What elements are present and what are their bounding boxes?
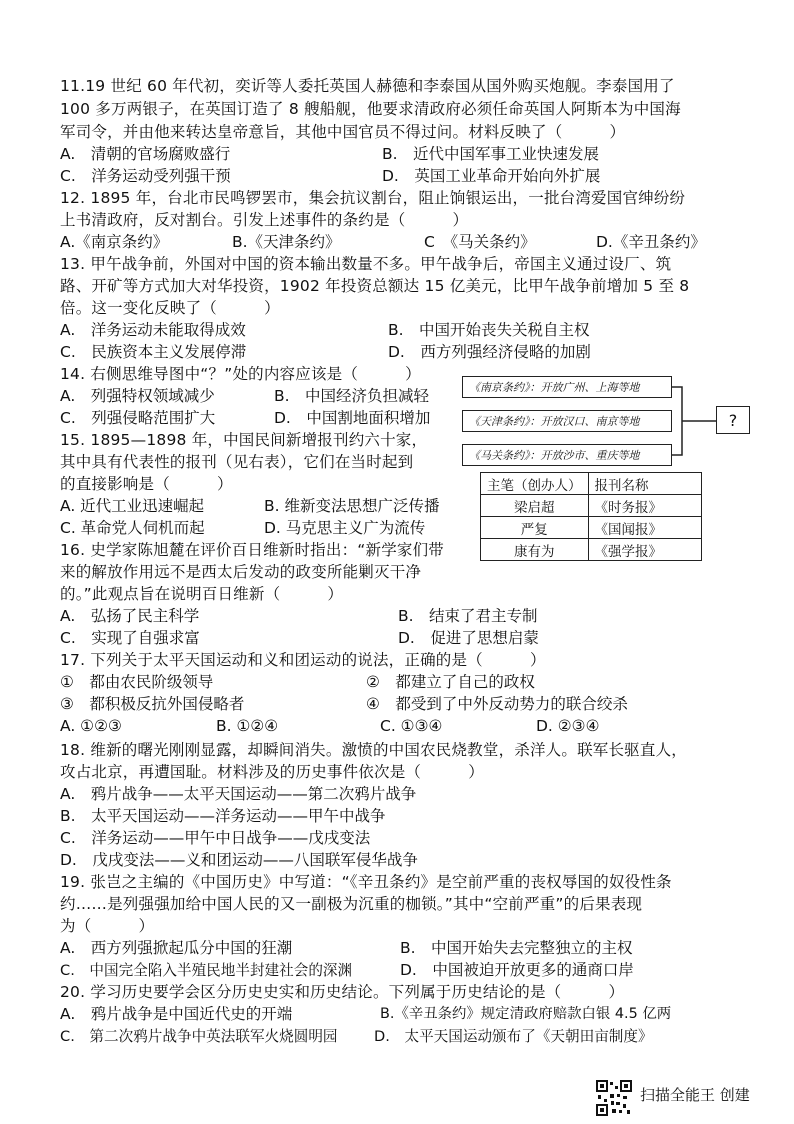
q11-option-a[interactable]: A. 清朝的官场腐败盛行 bbox=[60, 145, 231, 163]
q18-stem-line-1: 18. 维新的曙光刚刚显露，却瞬间消失。激愤的中国农民烧教堂，杀洋人。联军长驱直人， bbox=[60, 741, 687, 759]
mind-map-box-maguan: 《马关条约》：开放沙市、重庆等地 bbox=[462, 444, 672, 466]
press-table-founder: 梁启超 bbox=[481, 495, 589, 517]
q15-option-d[interactable]: D. 马克思主义广为流传 bbox=[264, 519, 426, 537]
q11-stem-line-1: 11.19 世纪 60 年代初，奕䜣等人委托英国人赫德和李泰国从国外购买炮舰。李泰国用了 bbox=[60, 77, 675, 95]
q13-option-b[interactable]: B. 中国开始丧失关税自主权 bbox=[388, 321, 590, 339]
q19-stem-line-1: 19. 张岂之主编的《中国历史》中写道：“《辛丑条约》是空前严重的丧权辱国的奴役性条 bbox=[60, 873, 672, 891]
mind-map-bracket bbox=[462, 372, 754, 470]
q16-option-d[interactable]: D. 促进了思想启蒙 bbox=[398, 629, 539, 647]
q12-option-a[interactable]: A.《南京条约》 bbox=[60, 233, 169, 251]
q12-option-b[interactable]: B.《天津条约》 bbox=[232, 233, 341, 251]
q15-stem-line-1: 15. 1895—1898 年，中国民间新增报刊约六十家， bbox=[60, 431, 428, 449]
q14-option-d[interactable]: D. 中国割地面积增加 bbox=[274, 409, 431, 427]
q17-option-b[interactable]: B. ①②④ bbox=[216, 717, 279, 735]
q20-option-c[interactable]: C. 第二次鸦片战争中英法联军火烧圆明园 bbox=[60, 1028, 338, 1045]
q13-option-a[interactable]: A. 洋务运动未能取得成效 bbox=[60, 321, 246, 339]
q19-stem-line-2: 约……是列强强加给中国人民的又一副极为沉重的枷锁。”其中“空前严重”的后果表现 bbox=[60, 895, 643, 913]
press-table-founder: 康有为 bbox=[481, 539, 589, 561]
press-table-header bbox=[481, 473, 702, 495]
q17-item-2: ② 都建立了自己的政权 bbox=[366, 673, 535, 691]
q16-stem-line-1: 16. 史学家陈旭麓在评价百日维新时指出：“新学家们带 bbox=[60, 541, 445, 559]
q18-option-a[interactable]: A. 鸦片战争——太平天国运动——第二次鸦片战争 bbox=[60, 785, 417, 803]
q13-stem-line-2: 路、开矿等方式加大对华投资，1902 年投资总额达 15 亿美元，比甲午战争前增加 5 至 8 bbox=[60, 277, 690, 295]
q16-stem-line-3: 的。”此观点旨在说明百日维新（ ） bbox=[60, 585, 344, 603]
q16-option-b[interactable]: B. 结束了君主专制 bbox=[398, 607, 538, 625]
q20-stem-line-1: 20. 学习历史要学会区分历史史实和历史结论。下列属于历史结论的是（ ） bbox=[60, 983, 625, 1001]
q18-option-b[interactable]: B. 太平天国运动——洋务运动——甲午中战争 bbox=[60, 807, 386, 825]
q17-option-c[interactable]: C. ①③④ bbox=[380, 717, 443, 735]
table-row bbox=[481, 539, 702, 561]
press-table-header-founder: 主笔（创办人） bbox=[481, 473, 589, 495]
q13-option-d[interactable]: D. 西方列强经济侵略的加剧 bbox=[388, 343, 591, 361]
q11-stem-line-3: 军司令，并由他来转达皇帝意旨，其他中国官员不得过问。材料反映了（ ） bbox=[60, 123, 626, 141]
q12-stem-line-1: 12. 1895 年，台北市民鸣锣罢市，集会抗议割台，阻止饷银运出，一批台湾爱国官绅纷纷 bbox=[60, 189, 686, 207]
q14-option-b[interactable]: B. 中国经济负担减轻 bbox=[274, 387, 430, 405]
press-table bbox=[480, 472, 702, 561]
q19-option-d[interactable]: D. 中国被迫开放更多的通商口岸 bbox=[400, 961, 634, 979]
q17-item-4: ④ 都受到了中外反动势力的联合绞杀 bbox=[366, 695, 628, 713]
q19-option-b[interactable]: B. 中国开始失去完整独立的主权 bbox=[400, 939, 633, 957]
q17-item-1: ① 都由农民阶级领导 bbox=[60, 673, 214, 691]
q14-stem-line-1: 14. 右侧思维导图中“？”处的内容应该是（ ） bbox=[60, 365, 421, 383]
q18-option-d[interactable]: D. 戊戌变法——义和团运动——八国联军侵华战争 bbox=[60, 851, 418, 869]
q20-option-b[interactable]: B.《辛丑条约》规定清政府赔款白银 4.5 亿两 bbox=[380, 1006, 672, 1022]
q13-option-c[interactable]: C. 民族资本主义发展停滞 bbox=[60, 343, 247, 361]
q16-stem-line-2: 来的解放作用远不是西太后发动的政变所能剿灭干净 bbox=[60, 563, 422, 581]
q17-stem-line-1: 17. 下列关于太平天国运动和义和团运动的说法，正确的是（ ） bbox=[60, 651, 546, 669]
q12-option-d[interactable]: D.《辛丑条约》 bbox=[596, 233, 706, 251]
press-table-name: 《国闻报》 bbox=[588, 517, 701, 539]
q13-stem-line-1: 13. 甲午战争前，外国对中国的资本输出数量不多。甲午战争后，帝国主义通过设厂、筑 bbox=[60, 255, 672, 273]
mind-map-box-nanjing: 《南京条约》：开放广州、上海等地 bbox=[462, 376, 672, 398]
q19-stem-line-3: 为（ ） bbox=[60, 917, 155, 935]
qr-code-icon bbox=[596, 1080, 632, 1116]
q11-stem-line-2: 100 多万两银子，在英国订造了 8 艘船舰，他要求清政府必须任命英国人阿斯本为中国海 bbox=[60, 100, 681, 118]
mind-map-question-box: ? bbox=[716, 406, 750, 434]
q14-option-c[interactable]: C. 列强侵略范围扩大 bbox=[60, 409, 216, 427]
q15-stem-line-3: 的直接影响是（ ） bbox=[60, 475, 233, 493]
press-table-name: 《时务报》 bbox=[588, 495, 701, 517]
press-table-founder: 严复 bbox=[481, 517, 589, 539]
q17-option-a[interactable]: A. ①②③ bbox=[60, 717, 122, 735]
q19-option-c[interactable]: C. 中国完全陷入半殖民地半封建社会的深渊 bbox=[60, 962, 353, 979]
q15-stem-line-2: 其中具有代表性的报刊（见右表），它们在当时起到 bbox=[60, 453, 414, 471]
q12-stem-line-2: 上书清政府，反对割台。引发上述事件的条约是（ ） bbox=[60, 211, 469, 229]
q16-option-a[interactable]: A. 弘扬了民主科学 bbox=[60, 607, 200, 625]
q17-item-3: ③ 都积极反抗外国侵略者 bbox=[60, 695, 245, 713]
q18-option-c[interactable]: C. 洋务运动——甲午中日战争——戊戌变法 bbox=[60, 829, 371, 847]
q19-option-a[interactable]: A. 西方列强掀起瓜分中国的狂潮 bbox=[60, 939, 293, 957]
q11-option-b[interactable]: B. 近代中国军事工业快速发展 bbox=[382, 145, 600, 163]
q18-stem-line-2: 攻占北京，再遭国耻。材料涉及的历史事件依次是（ ） bbox=[60, 763, 484, 781]
q20-option-a[interactable]: A. 鸦片战争是中国近代史的开端 bbox=[60, 1005, 293, 1023]
press-table-header-name: 报刊名称 bbox=[588, 473, 701, 495]
q11-option-c[interactable]: C. 洋务运动受列强干预 bbox=[60, 167, 231, 185]
q15-option-a[interactable]: A. 近代工业迅速崛起 bbox=[60, 497, 205, 515]
q14-option-a[interactable]: A. 列强特权领域减少 bbox=[60, 387, 215, 405]
q13-stem-line-3: 倍。这一变化反映了（ ） bbox=[60, 299, 280, 317]
table-row bbox=[481, 495, 702, 517]
q12-option-c[interactable]: C 《马关条约》 bbox=[424, 233, 536, 251]
table-row bbox=[481, 517, 702, 539]
scanner-label: 扫描全能王 创建 bbox=[640, 1086, 750, 1104]
q20-option-d[interactable]: D. 太平天国运动颁布了《天朝田亩制度》 bbox=[374, 1028, 653, 1045]
mind-map-box-tianjin: 《天津条约》：开放汉口、南京等地 bbox=[462, 410, 672, 432]
q11-option-d[interactable]: D. 英国工业革命开始向外扩展 bbox=[382, 167, 601, 185]
mind-map bbox=[462, 372, 754, 470]
q15-option-b[interactable]: B. 维新变法思想广泛传播 bbox=[264, 497, 440, 515]
q17-option-d[interactable]: D. ②③④ bbox=[536, 717, 600, 735]
q15-option-c[interactable]: C. 革命党人伺机而起 bbox=[60, 519, 205, 537]
press-table-name: 《强学报》 bbox=[588, 539, 701, 561]
q16-option-c[interactable]: C. 实现了自强求富 bbox=[60, 629, 200, 647]
